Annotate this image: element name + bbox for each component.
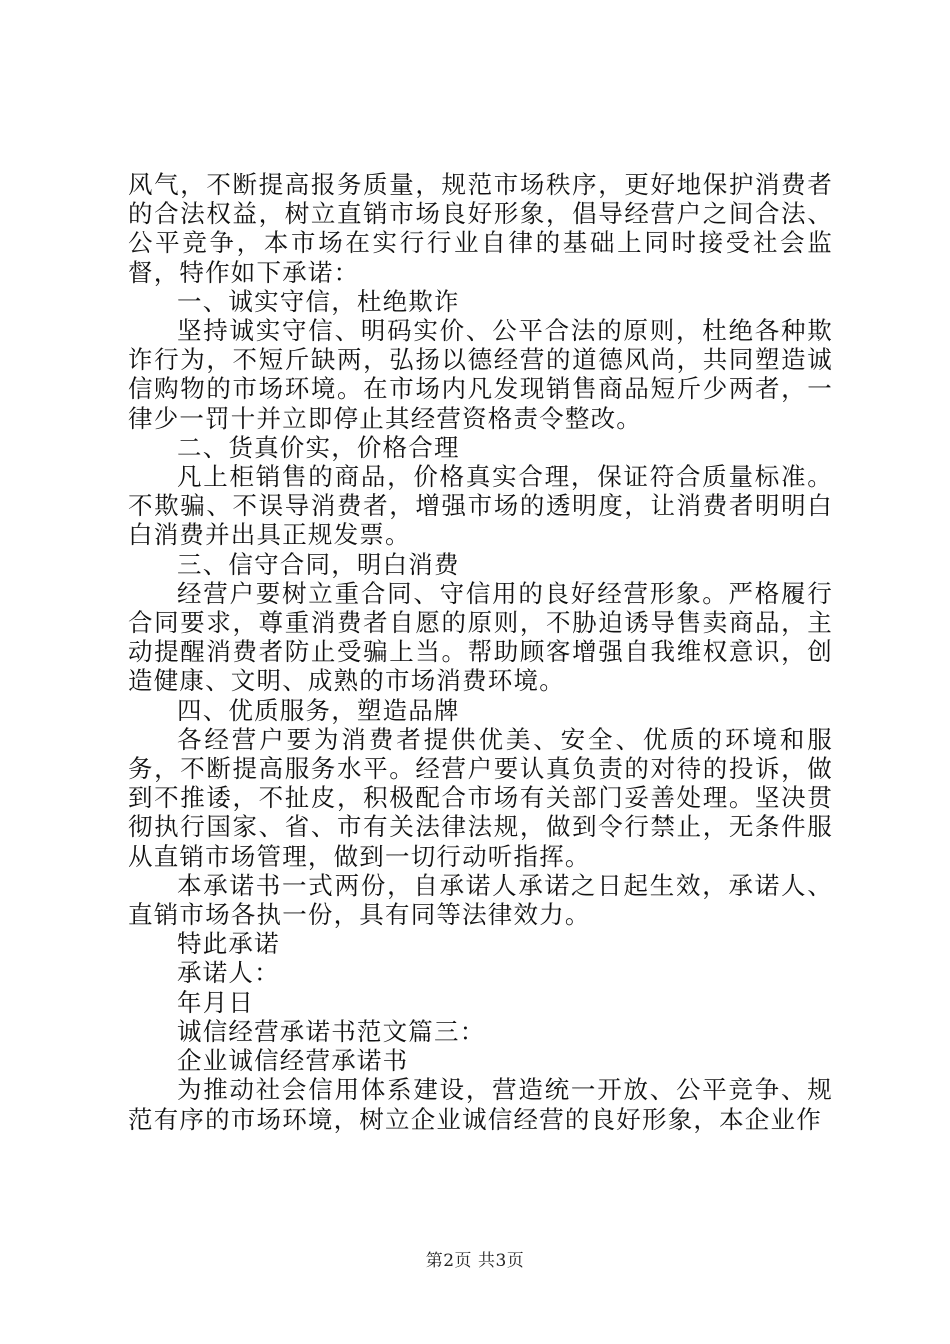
page-number-footer: 第2页 共3页 bbox=[425, 1251, 525, 1271]
sample-title: 诚信经营承诺书范文篇三： bbox=[177, 1016, 486, 1046]
paragraph-enterprise-intro: 为推动社会信用体系建设，营造统一开放、公平竞争、规范有序的市场环境，树立企业诚信经营的良好形象，本企业作 bbox=[128, 1075, 833, 1134]
paragraph-section-2: 凡上柜销售的商品，价格真实合理，保证符合质量标准。不欺骗、不误导消费者，增强市场的透明度，让消费者明明白白消费并出具正规发票。 bbox=[128, 462, 833, 550]
paragraph-section-1: 坚持诚实守信、明码实价、公平合法的原则，杜绝各种欺诈行为，不短斤缺两，弘扬以德经营的道德风尚，共同塑造诚信购物的市场环境。在市场内凡发现销售商品短斤少两者，一律少一罚十并立即停止其经营资格责令整改。 bbox=[128, 316, 833, 433]
paragraph-section-4: 各经营户要为消费者提供优美、安全、优质的环境和服务，不断提高服务水平。经营户要认真负责的对待的投诉，做到不推诿，不扯皮，积极配合市场有关部门妥善处理。坚决贯彻执行国家、省、市有关法律法规，做到令行禁止，无条件服从直销市场管理，做到一切行动听指挥。 bbox=[128, 724, 833, 871]
date-label: 年月日 bbox=[177, 987, 255, 1017]
paragraph-section-3: 经营户要树立重合同、守信用的良好经营形象。严格履行合同要求，尊重消费者自愿的原则，不胁迫诱导售卖商品，主动提醒消费者防止受骗上当。帮助顾客增强自我维权意识，创造健康、文明、成熟的市场消费环境。 bbox=[128, 578, 833, 696]
paragraph-validity: 本承诺书一式两份，自承诺人承诺之日起生效，承诺人、直销市场各执一份，具有同等法律效力。 bbox=[128, 870, 833, 930]
document-title: 企业诚信经营承诺书 bbox=[177, 1046, 409, 1076]
signatory-label: 承诺人： bbox=[177, 958, 280, 988]
section-heading-2: 二、货真价实，价格合理 bbox=[177, 432, 460, 462]
closing-statement: 特此承诺 bbox=[177, 929, 280, 959]
document-body bbox=[128, 170, 833, 1134]
section-heading-1: 一、诚实守信，杜绝欺诈 bbox=[177, 286, 460, 316]
section-heading-3: 三、信守合同，明白消费 bbox=[177, 549, 460, 579]
paragraph-intro-continued: 风气，不断提高报务质量，规范市场秩序，更好地保护消费者的合法权益，树立直销市场良好形象，倡导经营户之间合法、公平竞争，本市场在实行行业自律的基础上同时接受社会监督，特作如下承诺： bbox=[128, 170, 833, 287]
section-heading-4: 四、优质服务，塑造品牌 bbox=[177, 695, 460, 725]
